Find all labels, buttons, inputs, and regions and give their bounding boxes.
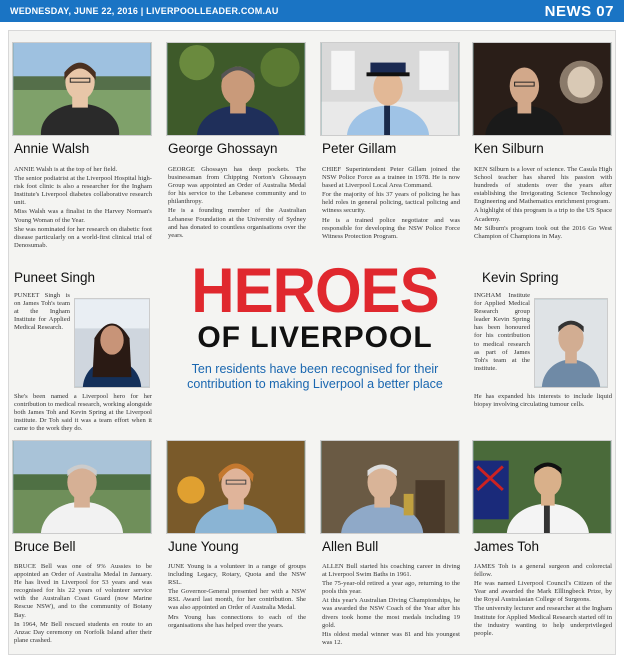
hero-subtitle: OF LIVERPOOL [197,321,433,354]
photo-bruce-bell [12,440,152,534]
paragraph: In 1964, Mr Bell rescued students en route to an Anzac Day ceremony on Norfolk Island after their plane crashed. [14,620,152,644]
paragraph: Mr Silburn's program took out the 2016 Go West Champion of Champions in May. [474,224,612,240]
body-puneet-singh-a [14,292,70,392]
name-kevin-spring: Kevin Spring [482,270,559,285]
paragraph: She was nominated for her research on diabetic foot disease particularly on a world-first clinical trial of Denosumab. [14,225,152,249]
body-peter-gillam [322,166,460,262]
paragraph: PUNEET Singh is on James Toh's team at the Ingham Institute for Applied Medical Research. [14,292,70,332]
paragraph: He was named Liverpool Council's Citizen of the Year and awarded the Mark Elllingbeck Prize, by the Royal Australasian College of Surgeons. [474,580,612,604]
paragraph: She's been named a Liverpool hero for her contribution to medical research, working alongside both James Toh and Kevin Spring at the Liverpool institute. Dr Toh said it was a team effort when it came to the work they do. [14,393,152,433]
body-george-ghossayn [168,166,306,262]
paragraph: For the majority of his 37 years of policing he has held roles in general policing, tactical policing and witness security. [322,191,460,215]
paragraph: CHIEF Superintendent Peter Gillam joined the NSW Police Force as a trainee in 1978. He is now based at Liverpool Local Area Command. [322,166,460,190]
photo-james-toh [472,440,612,534]
paragraph: The university lecturer and researcher at the Ingham Institute for Applied Medical Research started off in the industry wanting to help underprivileged people. [474,605,612,637]
paragraph: A highlight of this program is a trip to the US Space Academy. [474,207,612,223]
name-ken-silburn: Ken Silburn [474,141,544,156]
paragraph: Miss Walsh was a finalist in the Harvey Norman's Young Woman of the Year. [14,208,152,224]
paragraph: BRUCE Bell was one of 9% Aussies to be appointed an Order of Australia Medal in January. He has lived in Liverpool for 53 years and was recognised for his 22 years of volunteer service with the Australian Coast Guard (now Marine Rescue NSW), and to the community of Botany Bay. [14,563,152,619]
name-james-toh: James Toh [474,539,540,554]
photo-june-young [166,440,306,534]
body-bruce-bell [14,563,152,653]
body-june-young [168,563,306,653]
name-june-young: June Young [168,539,239,554]
header-dateline: WEDNESDAY, JUNE 22, 2016 | LIVERPOOLLEADER.COM.AU [10,6,279,16]
paragraph: His oldest medal winner was 81 and his youngest was 12. [322,630,460,646]
paragraph: KEN Silburn is a lover of science. The Casula High School teacher has shared his passion with hundreds of students over the years after establishing the Invigorating Science Technology Engineering and Mathematics enrichment program. [474,166,612,206]
name-george-ghossayn: George Ghossayn [168,141,278,156]
photo-kevin-spring [534,298,608,388]
photo-annie-walsh [12,42,152,136]
paragraph: He is a trained police negotiator and was responsible for developing the NSW Police Force Witness Protection Program. [322,216,460,240]
body-puneet-singh-b [14,393,152,433]
photo-puneet-singh [74,298,150,388]
body-allen-bull [322,563,460,653]
paragraph: Mrs Young has connections to each of the organisations she has helped over the years. [168,613,306,629]
body-kevin-spring-b [474,393,612,433]
photo-peter-gillam [320,42,460,136]
page-header [0,0,624,22]
paragraph: At this year's Australian Diving Championships, he was awarded the NSW Coach of the Year after his divers took home the most medals including 19 gold. [322,597,460,629]
hero-title: HEROES [191,255,439,326]
name-annie-walsh: Annie Walsh [14,141,90,156]
header-section: NEWS 07 [544,2,614,20]
paragraph: He has expanded his interests to include liquid biopsy involving circulating tumour cells. [474,393,612,409]
photo-allen-bull [320,440,460,534]
body-kevin-spring-a [474,292,530,392]
paragraph: JUNE Young is a volunteer in a range of groups including Legacy, Rotary, Quota and the NSW RSL. [168,563,306,587]
body-annie-walsh [14,166,152,262]
name-puneet-singh: Puneet Singh [14,270,96,285]
paragraph: The senior podiatrist at the Liverpool Hospital high-risk foot clinic is also a researcher for the Ingham Institute's Liverpool diabetes collaborative research unit. [14,175,152,207]
paragraph: The 75-year-old retired a year ago, returning to the pools this year. [322,580,460,596]
photo-ken-silburn [472,42,612,136]
paragraph: ANNIE Walsh is at the top of her field. [14,166,118,173]
paragraph: JAMES Toh is a general surgeon and colorectal fellow. [474,563,612,579]
body-ken-silburn [474,166,612,262]
name-allen-bull: Allen Bull [322,539,379,554]
body-james-toh [474,563,612,653]
paragraph: GEORGE Ghossayn has deep pockets. The businessman from Chipping Norton's Ghossayn Group was appointed an Order of Australia Medal for his service to the Lebanese community and to philanthropy. [168,166,306,206]
paragraph: INGHAM Institute for Applied Medical Research group leader Kevin Spring has been honoured for his contribution to medical research as part of James Toh's team at the institute. [474,292,530,372]
hero-tagline: Ten residents have been recognised for their contribution to making Liverpool a better place [187,362,443,391]
name-peter-gillam: Peter Gillam [322,141,397,156]
name-bruce-bell: Bruce Bell [14,539,76,554]
paragraph: The Governor-General presented her with a NSW RSL Award last month, for her contribution. She was also appointed an Order of Australia Medal. [168,588,306,612]
hero-block [175,255,455,392]
paragraph: He is a founding member of the Australian Lebanese Foundation at the University of Sydney and has donated to countless organisations over the years. [168,207,306,239]
photo-george-ghossayn [166,42,306,136]
paragraph: ALLEN Bull started his coaching career in diving at Liverpool Swim Baths in 1961. [322,563,460,579]
